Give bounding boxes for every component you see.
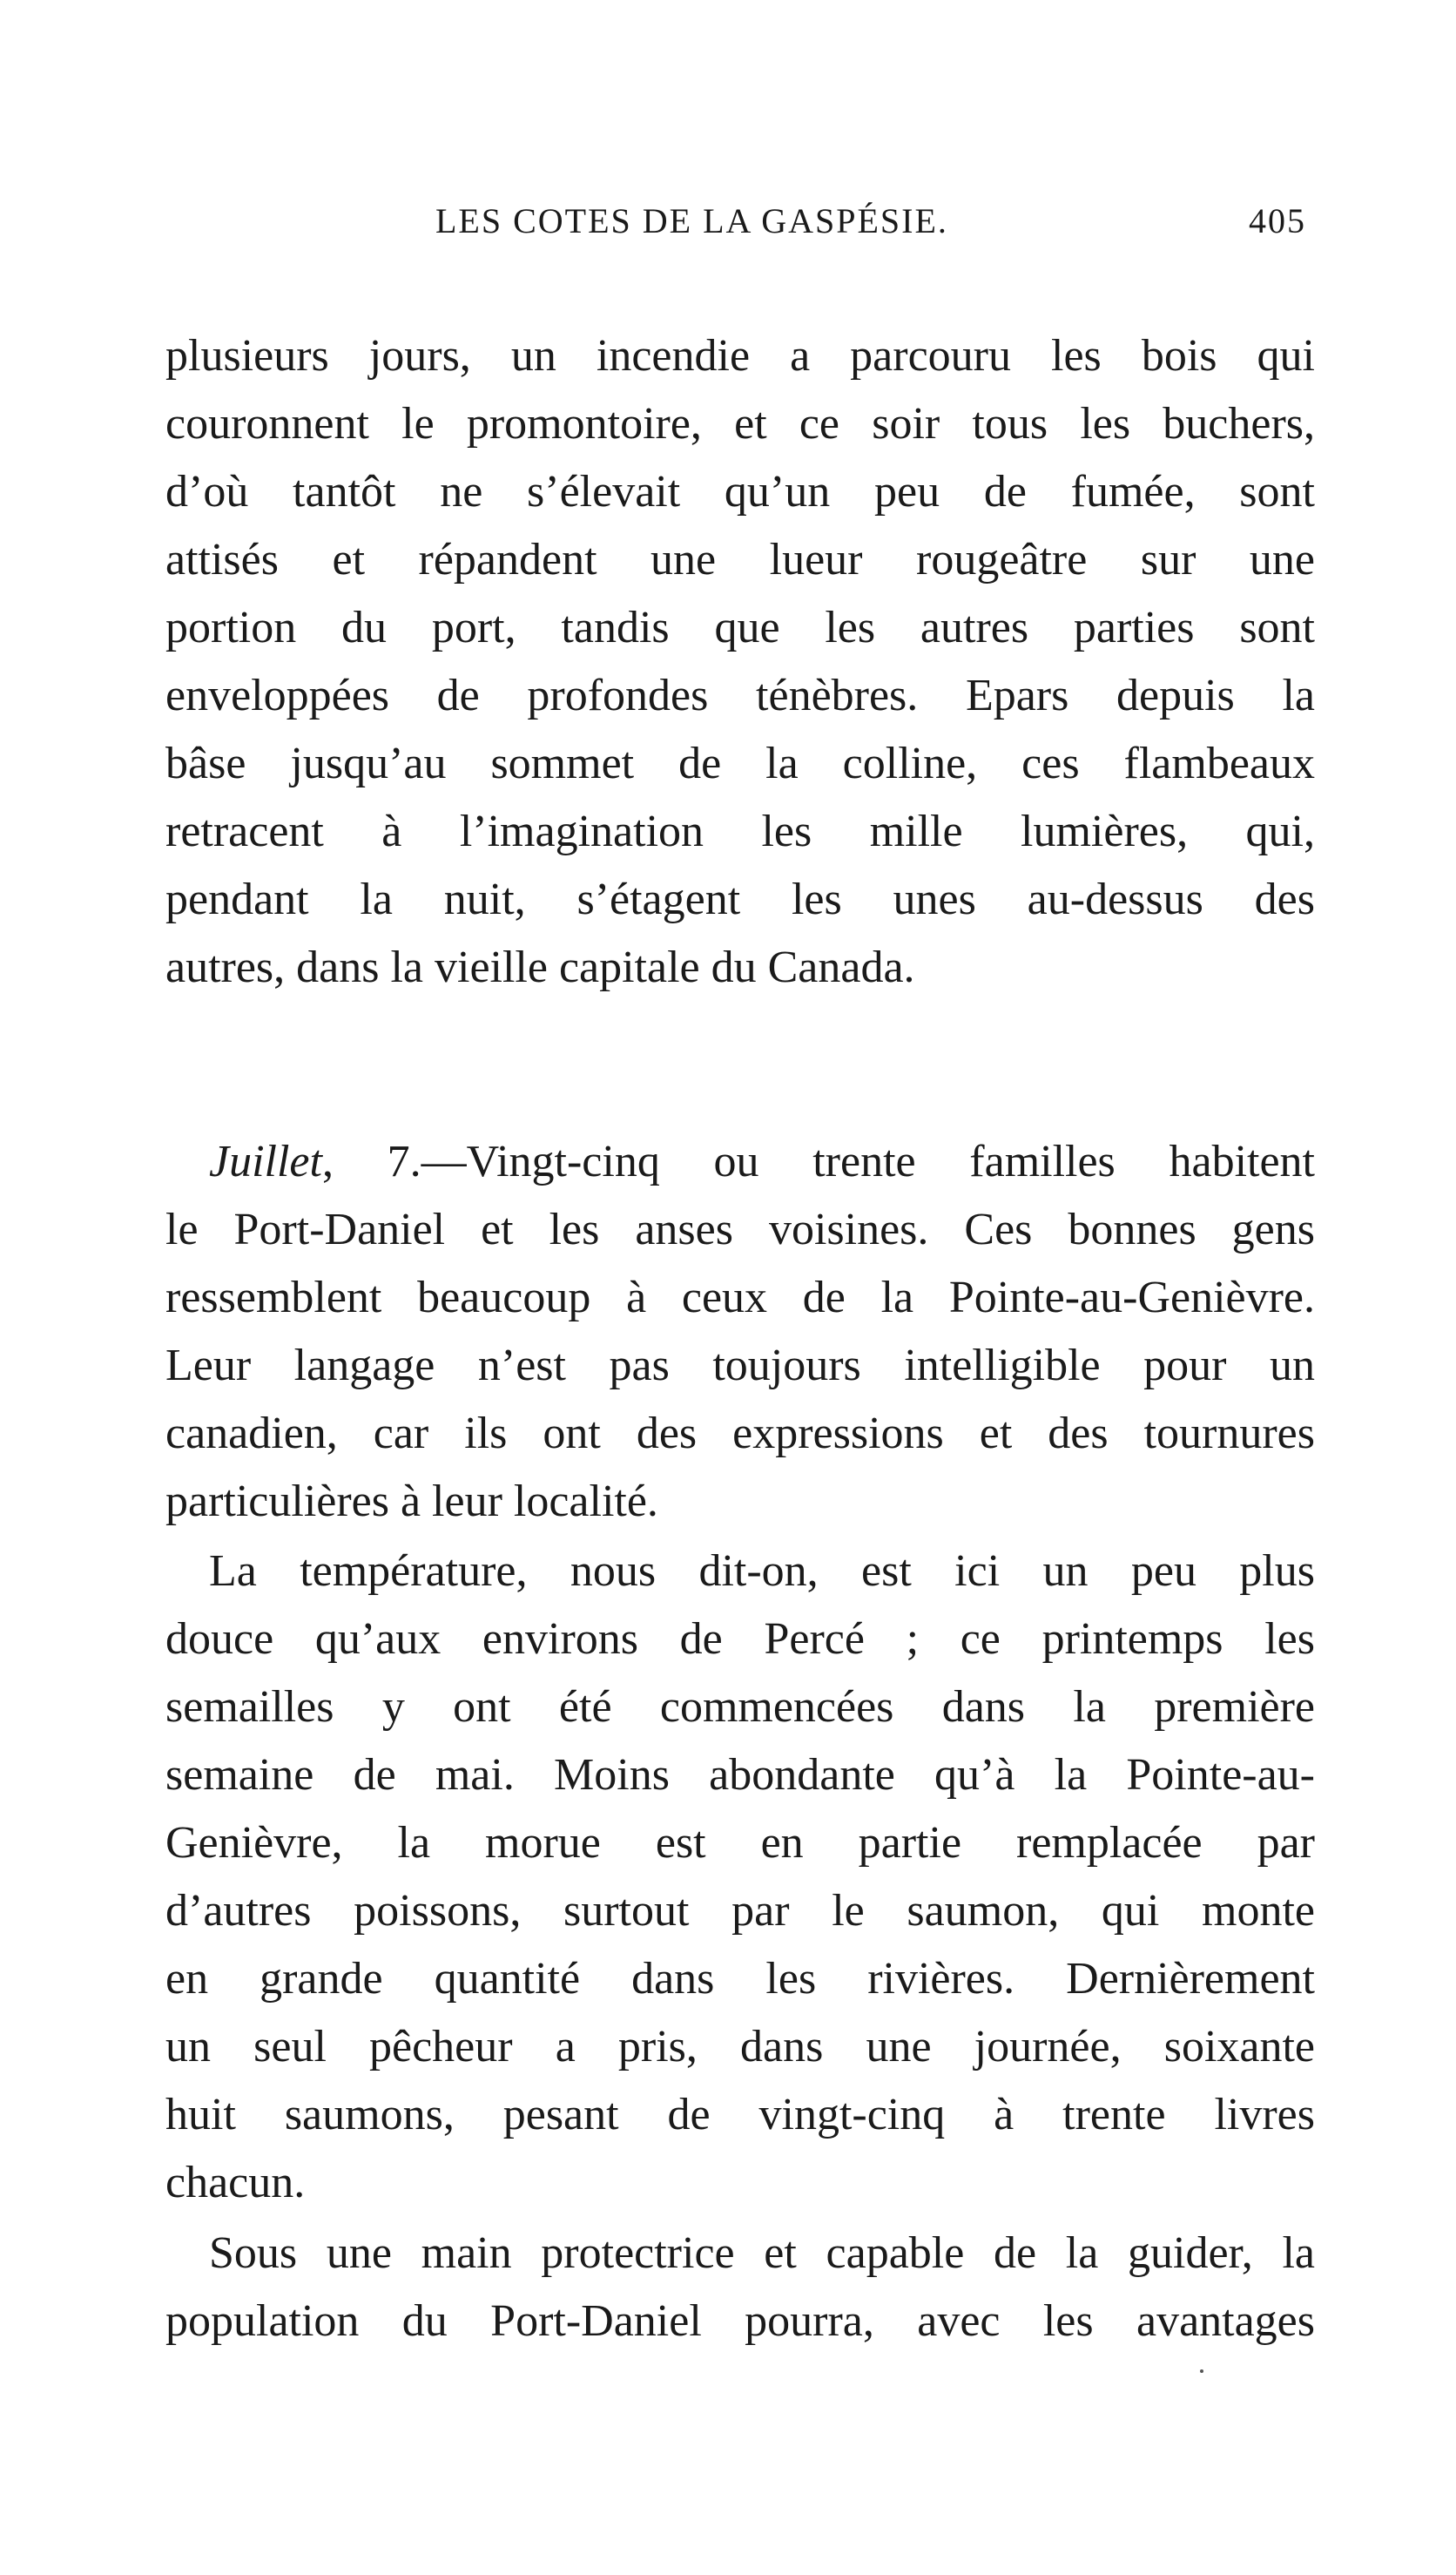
text-line: d’autres poissons, surtout par le saumon, qui monte [165, 1886, 1315, 1936]
entry-date: Juillet [209, 1137, 322, 1186]
text-line: un seul pêcheur a pris, dans une journée, soixante [165, 2022, 1315, 2071]
text-line: plusieurs jours, un incendie a parcouru les bois qui [165, 331, 1315, 381]
text-line: le Port-Daniel et les anses voisines. Ces bonnes gens [165, 1205, 1315, 1254]
paragraph [165, 2220, 1315, 2355]
entry-date-suffix: , 7.—Vingt-cinq ou trente familles habitent [321, 1137, 1315, 1186]
text-line: canadien, car ils ont des expressions et des tournures [165, 1409, 1315, 1458]
paragraph [165, 1538, 1315, 2217]
text-line: ressemblent beaucoup à ceux de la Pointe-au-Genièvre. [165, 1273, 1315, 1322]
text-line: La température, nous dit-on, est ici un peu plus [209, 1546, 1315, 1596]
print-speck [1200, 2369, 1203, 2373]
text-line [165, 1128, 1315, 1196]
text-line: Genièvre, la morue est en partie remplacée par [165, 1818, 1315, 1868]
text-line: Leur langage n’est pas toujours intelligible pour un [165, 1341, 1315, 1390]
page-number: 405 [1249, 201, 1306, 240]
text-line: pendant la nuit, s’étagent les unes au-dessus des [165, 875, 1315, 924]
text-line: en grande quantité dans les rivières. Dernièrement [165, 1954, 1315, 2004]
running-head [174, 200, 1306, 253]
text-line: bâse jusqu’au sommet de la colline, ces flambeaux [165, 739, 1315, 788]
dated-entry-paragraph [165, 1128, 1315, 1536]
text-line: Sous une main protectrice et capable de la guider, la [209, 2228, 1315, 2278]
text-line: huit saumons, pesant de vingt-cinq à trente livres [165, 2090, 1315, 2139]
text-line: attisés et répandent une lueur rougeâtre sur une [165, 535, 1315, 585]
text-line: autres, dans la vieille capitale du Canada. [165, 943, 915, 992]
text-line: douce qu’aux environs de Percé ; ce printemps les [165, 1614, 1315, 1664]
text-line: chacun. [165, 2158, 306, 2207]
text-line: d’où tantôt ne s’élevait qu’un peu de fumée, sont [165, 467, 1315, 517]
text-line: enveloppées de profondes ténèbres. Epars depuis la [165, 671, 1315, 720]
text-line: couronnent le promontoire, et ce soir tous les buchers, [165, 399, 1315, 449]
text-line: portion du port, tandis que les autres parties sont [165, 603, 1315, 652]
paragraph-continuation [165, 322, 1315, 1002]
text-line: population du Port-Daniel pourra, avec les avantages [165, 2296, 1315, 2346]
text-line: retracent à l’imagination les mille lumières, qui, [165, 807, 1315, 856]
text-line: semailles y ont été commencées dans la première [165, 1682, 1315, 1732]
running-title: LES COTES DE LA GASPÉSIE. [435, 201, 948, 240]
text-line: semaine de mai. Moins abondante qu’à la Pointe-au- [165, 1750, 1315, 1800]
text-line: particulières à leur localité. [165, 1477, 658, 1526]
